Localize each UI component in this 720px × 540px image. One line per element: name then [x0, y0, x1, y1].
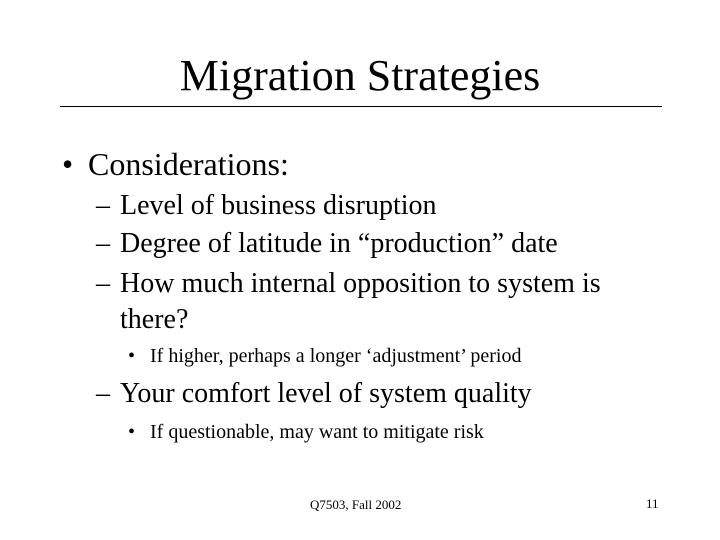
sub-bullet-marker: • [128, 421, 136, 443]
title-divider [60, 106, 662, 107]
item-production-date: Degree of latitude in “production” date [120, 228, 558, 259]
dash-marker: – [96, 228, 110, 259]
page-number: 11 [646, 496, 659, 511]
subitem-adjustment-period: If higher, perhaps a longer ‘adjustment’ period [150, 345, 522, 367]
considerations-label: Considerations: [88, 146, 289, 182]
item-internal-opposition: How much internal opposition to system is [120, 268, 601, 299]
dash-marker: – [96, 378, 110, 409]
dash-marker: – [96, 268, 110, 299]
dash-marker: – [96, 190, 110, 221]
item-business-disruption: Level of business disruption [120, 190, 437, 221]
subitem-mitigate-risk: If questionable, may want to mitigate risk [150, 421, 484, 443]
slide-title: Migration Strategies [179, 51, 541, 100]
sub-bullet-marker: • [128, 345, 136, 367]
item-internal-opposition-continued: there? [120, 304, 189, 335]
footer-course-label: Q7503, Fall 2002 [310, 497, 402, 512]
bullet-marker-level1: • [62, 146, 74, 182]
item-system-quality: Your comfort level of system quality [120, 378, 532, 409]
